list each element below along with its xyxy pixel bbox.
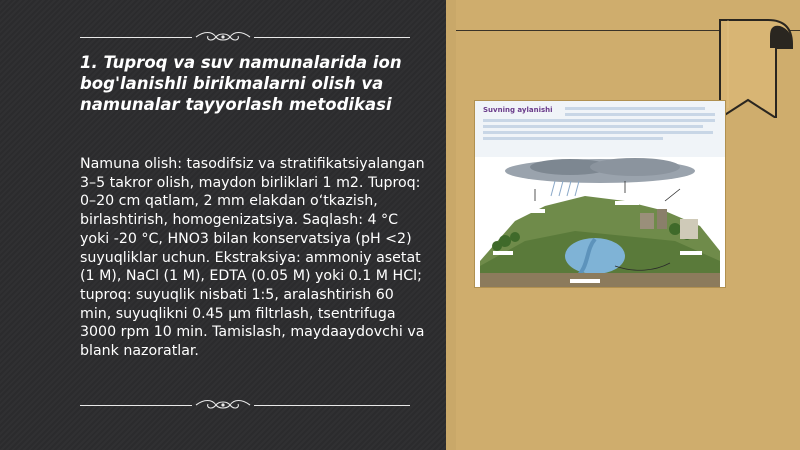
water-cycle-diagram <box>474 100 726 288</box>
ornament-line-left-top <box>80 37 192 38</box>
diagram-illustration <box>475 101 725 287</box>
ornament-line-right-top <box>254 37 410 38</box>
slide-title: 1. Tuproq va suv namunalarida ion bog'lanishli birikmalarni olish va namunalar tayyorlash metodikasi <box>80 53 402 114</box>
diagram-title: Suvning aylanishi <box>483 106 553 114</box>
ornament-line-left-bottom <box>80 405 192 406</box>
ornament-flourish-icon <box>194 398 252 412</box>
slide-body-text: Namuna olish: tasodifsiz va stratifikatsiyalangan 3–5 takror olish, maydon birliklari 1 m2. Tuproq: 0–20 cm qatlam, 2 mm elakdan o‘tkazish, birlashtirish, homogenizatsiya. Saqlash: 4 °C yoki -20 °C, HNO3 bilan konservatsiya (pH <2) suyuqliklar uchun. Ekstraksiya: ammoniy asetat (1 M), NaCl (1 M), EDTA (0.05 M) yoki 0.1 M HCl; tuproq: suyuqlik nisbati 1:5, aralashtirish 60 min, suyuqlikni 0.45 µm filtrlash, tsentrifuga 3000 rpm 10 min. Tamislash, maydaaydovchi va blank nazoratlar. <box>80 156 425 360</box>
ornament-flourish-icon <box>194 30 252 44</box>
bookmark-ribbon-icon <box>718 18 794 118</box>
ornament-line-right-bottom <box>254 405 410 406</box>
